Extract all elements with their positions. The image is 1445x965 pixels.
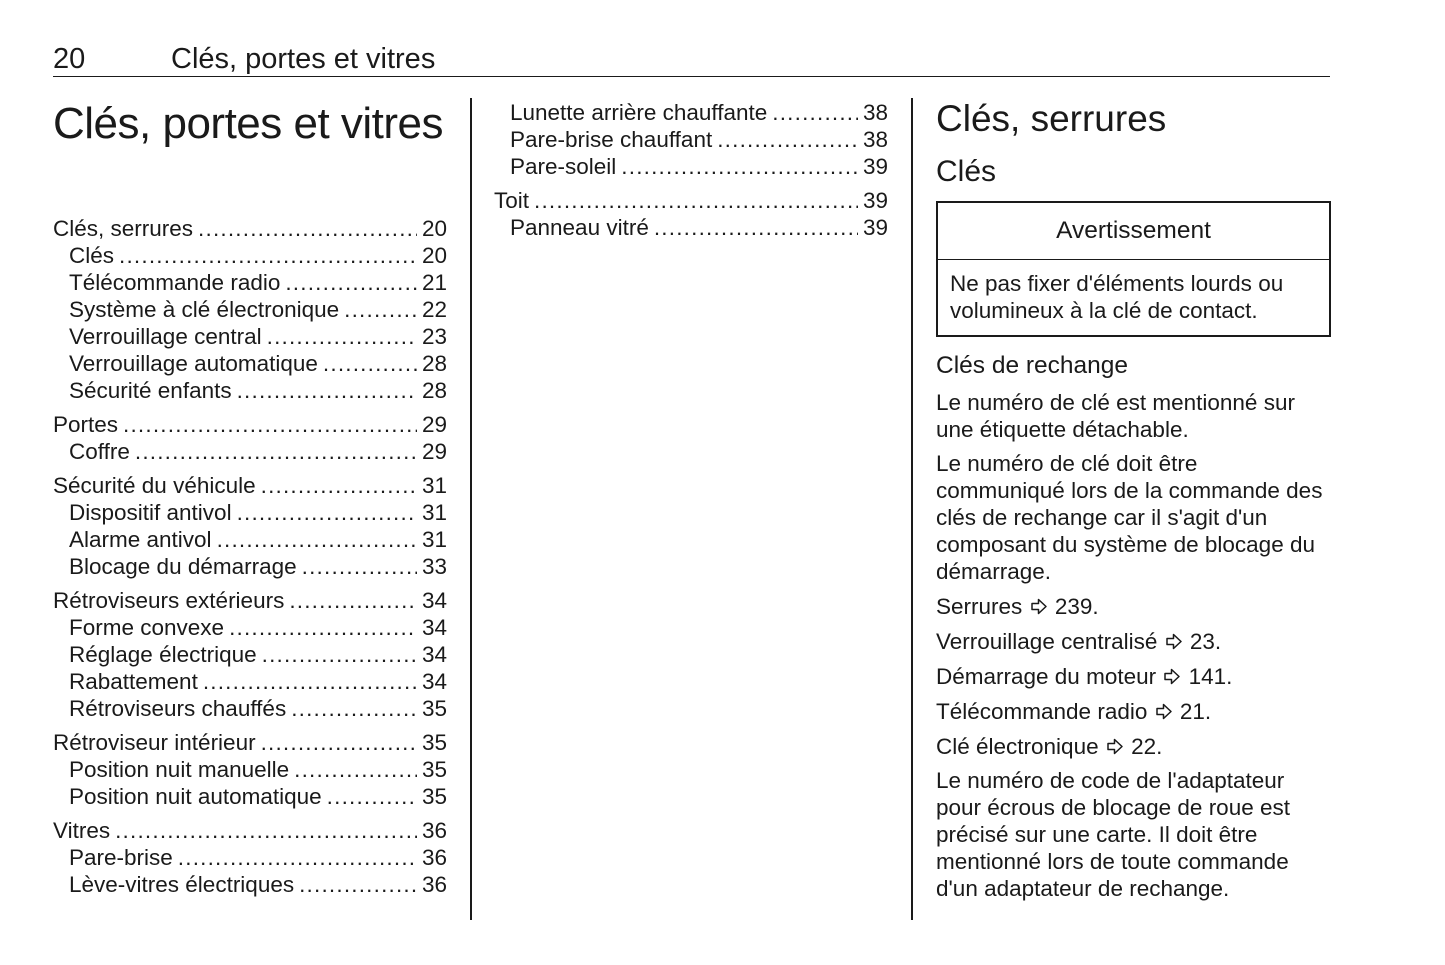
page-reference-arrow-icon bbox=[1155, 703, 1173, 720]
paragraph: Le numéro de code de l'adaptateur pour écrous de blocage de roue est précisé sur une carte. Il doit être mentionné lors de toute commande d'un adaptateur de rechange. bbox=[936, 768, 1290, 901]
toc-entry[interactable]: Clés ..... 20 bbox=[53, 242, 447, 269]
toc-entry[interactable]: Rétroviseurs extérieurs ..... 34 bbox=[53, 587, 447, 614]
toc-entry[interactable]: Lunette arrière chauffante ..... 38 bbox=[494, 99, 888, 126]
toc-entry[interactable]: Position nuit manuelle ..... 35 bbox=[53, 756, 447, 783]
toc-entry[interactable]: Clés, serrures ..... 20 bbox=[53, 215, 447, 242]
toc-entry[interactable]: Blocage du démarrage ..... 33 bbox=[53, 553, 447, 580]
cross-reference[interactable]: Clé électronique 22. bbox=[936, 734, 1163, 759]
section-title: Clés, serrures bbox=[936, 98, 1167, 139]
chapter-title: Clés, portes et vitres bbox=[53, 99, 444, 148]
toc-entry[interactable]: Panneau vitré ..... 39 bbox=[494, 214, 888, 241]
toc-entry[interactable]: Télécommande radio ..... 21 bbox=[53, 269, 447, 296]
toc-entry[interactable]: Pare-brise chauffant ..... 38 bbox=[494, 126, 888, 153]
warning-box bbox=[936, 201, 1331, 337]
page-header bbox=[53, 42, 1330, 77]
column-divider-left bbox=[470, 98, 472, 920]
toc-entry[interactable]: Sécurité enfants ..... 28 bbox=[53, 377, 447, 404]
cross-reference[interactable]: Télécommande radio 21. bbox=[936, 699, 1212, 724]
toc-entry[interactable]: Position nuit automatique ..... 35 bbox=[53, 783, 447, 810]
toc-entry[interactable]: Système à clé électronique ..... 22 bbox=[53, 296, 447, 323]
warning-title: Avertissement bbox=[938, 203, 1329, 260]
toc-entry[interactable]: Verrouillage central ..... 23 bbox=[53, 323, 447, 350]
page-reference-arrow-icon bbox=[1165, 633, 1183, 650]
toc-entry[interactable]: Réglage électrique ..... 34 bbox=[53, 641, 447, 668]
column-divider-right bbox=[911, 98, 913, 920]
toc-entry[interactable]: Lève-vitres électriques ..... 36 bbox=[53, 871, 447, 898]
toc-entry[interactable]: Rétroviseurs chauffés ..... 35 bbox=[53, 695, 447, 722]
toc-column-1 bbox=[53, 215, 447, 898]
cross-reference[interactable]: Verrouillage centralisé 23. bbox=[936, 629, 1222, 654]
warning-text: Ne pas fixer d'éléments lourds ou volumineux à la clé de contact. bbox=[950, 271, 1284, 323]
section-subtitle: Clés bbox=[936, 155, 997, 188]
page-reference-arrow-icon bbox=[1030, 598, 1048, 615]
toc-entry[interactable]: Forme convexe ..... 34 bbox=[53, 614, 447, 641]
cross-reference[interactable]: Serrures 239. bbox=[936, 594, 1099, 619]
paragraph: Le numéro de clé doit être communiqué lors de la commande des clés de rechange car il s'agit d'un composant du système de blocage du démarrage. bbox=[936, 451, 1323, 584]
toc-entry[interactable]: Rétroviseur intérieur ..... 35 bbox=[53, 729, 447, 756]
page-reference-arrow-icon bbox=[1163, 668, 1181, 685]
toc-entry[interactable]: Dispositif antivol ..... 31 bbox=[53, 499, 447, 526]
paragraph: Le numéro de clé est mentionné sur une étiquette détachable. bbox=[936, 390, 1295, 442]
toc-entry[interactable]: Alarme antivol ..... 31 bbox=[53, 526, 447, 553]
toc-entry[interactable]: Coffre ..... 29 bbox=[53, 438, 447, 465]
toc-entry[interactable]: Portes ..... 29 bbox=[53, 411, 447, 438]
section-content bbox=[936, 96, 1331, 902]
page-number: 20 bbox=[53, 43, 86, 75]
toc-entry[interactable]: Pare-brise ..... 36 bbox=[53, 844, 447, 871]
toc-entry[interactable]: Vitres ..... 36 bbox=[53, 817, 447, 844]
running-head: Clés, portes et vitres bbox=[171, 43, 436, 75]
toc-entry[interactable]: Sécurité du véhicule ..... 31 bbox=[53, 472, 447, 499]
toc-entry[interactable]: Rabattement ..... 34 bbox=[53, 668, 447, 695]
cross-reference[interactable]: Démarrage du moteur 141. bbox=[936, 664, 1233, 689]
toc-column-2 bbox=[494, 99, 888, 241]
page-reference-arrow-icon bbox=[1106, 738, 1124, 755]
toc-entry[interactable]: Toit ..... 39 bbox=[494, 187, 888, 214]
spare-keys-heading: Clés de rechange bbox=[936, 352, 1129, 379]
toc-entry[interactable]: Pare-soleil ..... 39 bbox=[494, 153, 888, 180]
toc-entry[interactable]: Verrouillage automatique ..... 28 bbox=[53, 350, 447, 377]
